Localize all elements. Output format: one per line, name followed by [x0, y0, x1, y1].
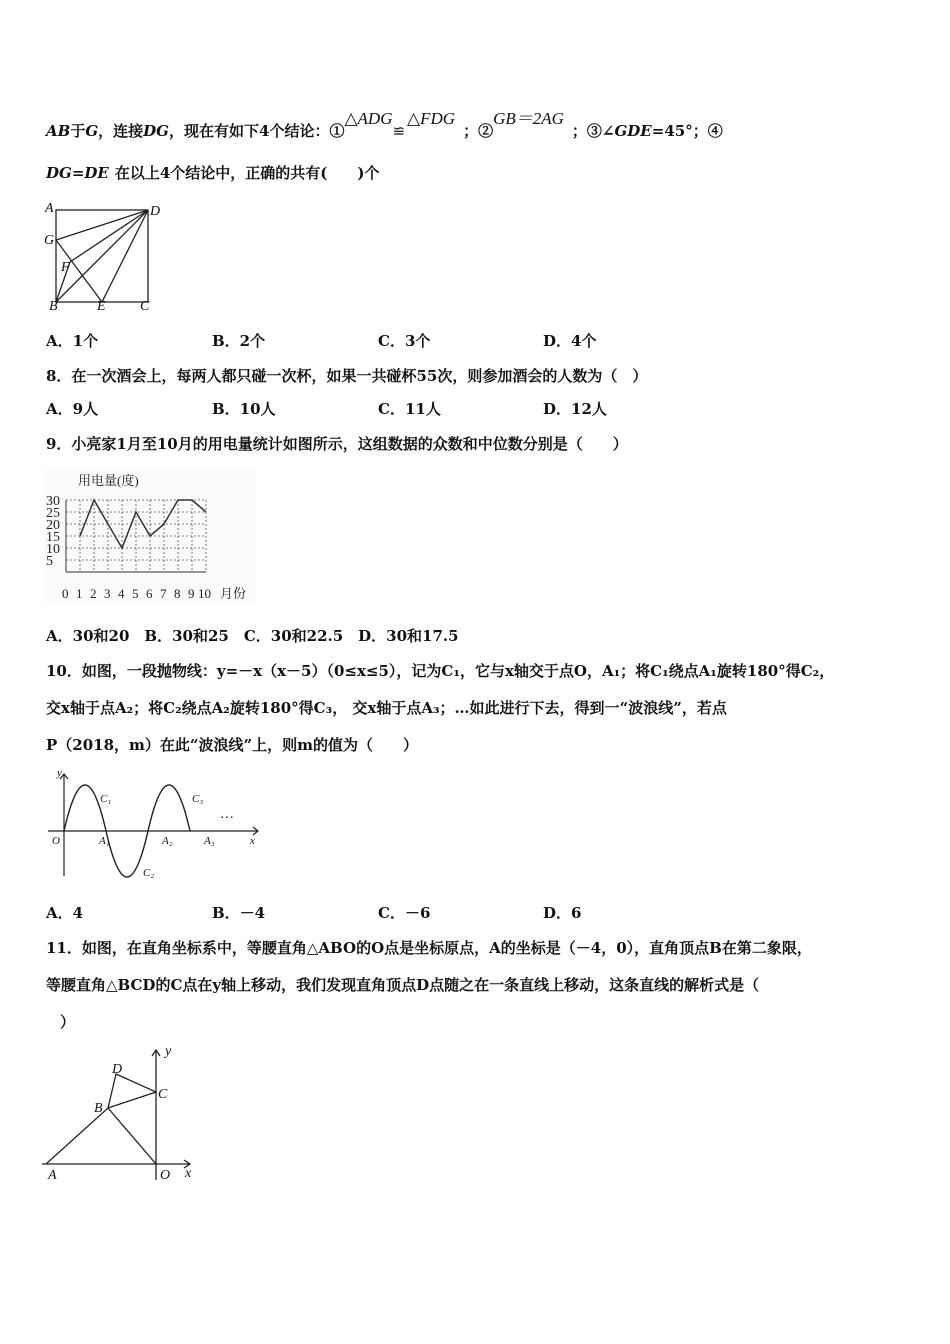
q10-line3: P（2018，m）在此“波浪线”上，则m的值为（ ）	[46, 736, 419, 754]
q7-option-d: D．4个	[543, 332, 597, 350]
q7-ab: AB	[46, 122, 71, 140]
q11-label-c: C	[158, 1087, 168, 1102]
q11-figure	[40, 1044, 200, 1184]
q9-xtick-label: 6	[146, 586, 153, 601]
q7-option-b: B．2个	[212, 332, 266, 350]
q9-xtick-label: 2	[90, 586, 97, 601]
q9-ytick-label: 20	[46, 518, 60, 533]
q7-label-a: A	[45, 201, 54, 216]
q8-option-d: D．12人	[543, 400, 607, 418]
q7-label-d: D	[150, 204, 161, 219]
q10-line1: 10．如图，一段抛物线：y=－x（x－5）（0≤x≤5），记为C₁，它与x轴交于点O，A₁；将C₁绕点A₁旋转180°得C₂，	[46, 662, 835, 680]
q11-triangle-bcd	[108, 1074, 156, 1108]
q10-label-o: O	[52, 835, 60, 847]
q9-ytick-label: 10	[46, 542, 60, 557]
q8-option-c: C．11人	[378, 400, 441, 418]
q11-label-b: B	[94, 1101, 103, 1116]
q10-label-dots: …	[220, 807, 234, 822]
q9-xlabel: 月份	[220, 586, 247, 601]
q7-line1	[46, 109, 723, 141]
q7-line2	[46, 162, 379, 183]
q9-options: A．30和20 B．30和25 C．30和22.5 D．30和17.5	[46, 627, 459, 645]
q9-ytick-label: 25	[46, 506, 60, 521]
q10-option-c: C．－6	[378, 904, 431, 922]
q9-line-chart	[44, 468, 256, 604]
q7-dgde: DG=DE	[46, 164, 109, 182]
q11-label-d: D	[112, 1062, 123, 1077]
q7-option-a: A．1个	[46, 332, 99, 350]
q9-ytick-label: 15	[46, 530, 60, 545]
q7-label-c: C	[140, 299, 150, 314]
q9-xtick-label: 1	[76, 586, 83, 601]
q11-triangle-abo	[46, 1108, 156, 1164]
q7-cong: ≌	[392, 122, 406, 140]
q11-label-a: A	[48, 1168, 57, 1183]
q10-option-d: D．6	[543, 904, 582, 922]
q9-xtick-label: 5	[132, 586, 139, 601]
q7-line2-text: 在以上4个结论中，正确的共有( )个	[114, 164, 380, 182]
q9-question: 9．小亮家1月至10月的用电量统计如图所示，这组数据的众数和中位数分别是（ ）	[46, 435, 628, 453]
q10-label-x: x	[250, 835, 255, 847]
q10-label-a1: A₁	[99, 835, 110, 847]
q7-label-f: F	[61, 260, 70, 275]
q7-option-c: C．3个	[378, 332, 431, 350]
q9-ylabel: 用电量(度)	[78, 473, 139, 488]
q7-square-figure	[40, 198, 170, 314]
q10-label-c2: C₂	[143, 867, 155, 879]
q8-option-b: B．10人	[212, 400, 276, 418]
q7-seg-ed	[102, 210, 148, 302]
q7-label-g: G	[44, 233, 55, 248]
q10-label-a2: A₂	[162, 835, 173, 847]
q8-option-a: A．9人	[46, 400, 99, 418]
q7-label-b: B	[49, 299, 58, 314]
q7-sep2: ；③∠	[571, 122, 615, 140]
q11-label-o: O	[160, 1168, 171, 1183]
q10-label-a3: A₃	[204, 835, 215, 847]
q9-xtick-label: 3	[104, 586, 111, 601]
q11-label-x: x	[185, 1166, 192, 1181]
q7-text-connect: ，连接	[98, 122, 144, 140]
q11-line2: 等腰直角△BCD的C点在y轴上移动，我们发现直角顶点D点随之在一条直线上移动，这条直线的解析式是（	[46, 976, 760, 994]
q9-ytick-label: 5	[46, 554, 53, 569]
q10-label-c1: C₁	[100, 793, 112, 805]
q10-label-y: y	[57, 770, 62, 779]
q10-option-b: B．－4	[212, 904, 266, 922]
q7-seg-bd	[56, 210, 148, 302]
q10-line2: 交x轴于点A₂；将C₂绕点A₂旋转180°得C₃， 交x轴于点A₃；…如此进行下去，得到一“波浪线”，若点	[46, 699, 727, 717]
q9-xtick-label: 0	[62, 586, 69, 601]
q9-xtick-label: 9	[188, 586, 195, 601]
q9-xtick-label: 7	[160, 586, 167, 601]
q7-adg: △ADG	[344, 109, 393, 128]
q7-gb2ag: GB＝2AG	[493, 109, 564, 128]
q11-label-y: y	[165, 1044, 172, 1059]
q8-question: 8．在一次酒会上，每两人都只碰一次杯，如果一共碰杯55次，则参加酒会的人数为（ ）	[46, 367, 648, 385]
q9-xtick-label: 4	[118, 586, 125, 601]
q7-fdg: △FDG	[407, 109, 456, 128]
q10-label-c3: C₃	[192, 793, 204, 805]
q11-line3: ）	[60, 1013, 76, 1031]
q11-line1: 11．如图，在直角坐标系中，等腰直角△ABO的O点是坐标原点，A的坐标是（－4，0），直角顶点B在第二象限，	[46, 939, 812, 957]
q10-option-a: A．4	[46, 904, 84, 922]
q7-label-e: E	[97, 299, 106, 314]
q10-wave-figure	[44, 770, 264, 882]
q7-sep1: ；②	[463, 122, 494, 140]
q7-text-conclusions: ，现在有如下4个结论：①	[169, 122, 345, 140]
q7-deg45: =45°；④	[651, 122, 723, 140]
q9-ytick-label: 30	[46, 494, 60, 509]
q7-g: G	[85, 122, 99, 140]
q9-xtick-label: 8	[174, 586, 181, 601]
q7-seg-gd	[56, 210, 148, 240]
q7-dg: DG	[143, 122, 169, 140]
q7-seg-fd	[70, 210, 148, 262]
q7-gde: GDE	[614, 122, 652, 140]
q7-text-yu: 于	[70, 122, 86, 140]
q9-xtick-label: 10	[198, 586, 211, 601]
